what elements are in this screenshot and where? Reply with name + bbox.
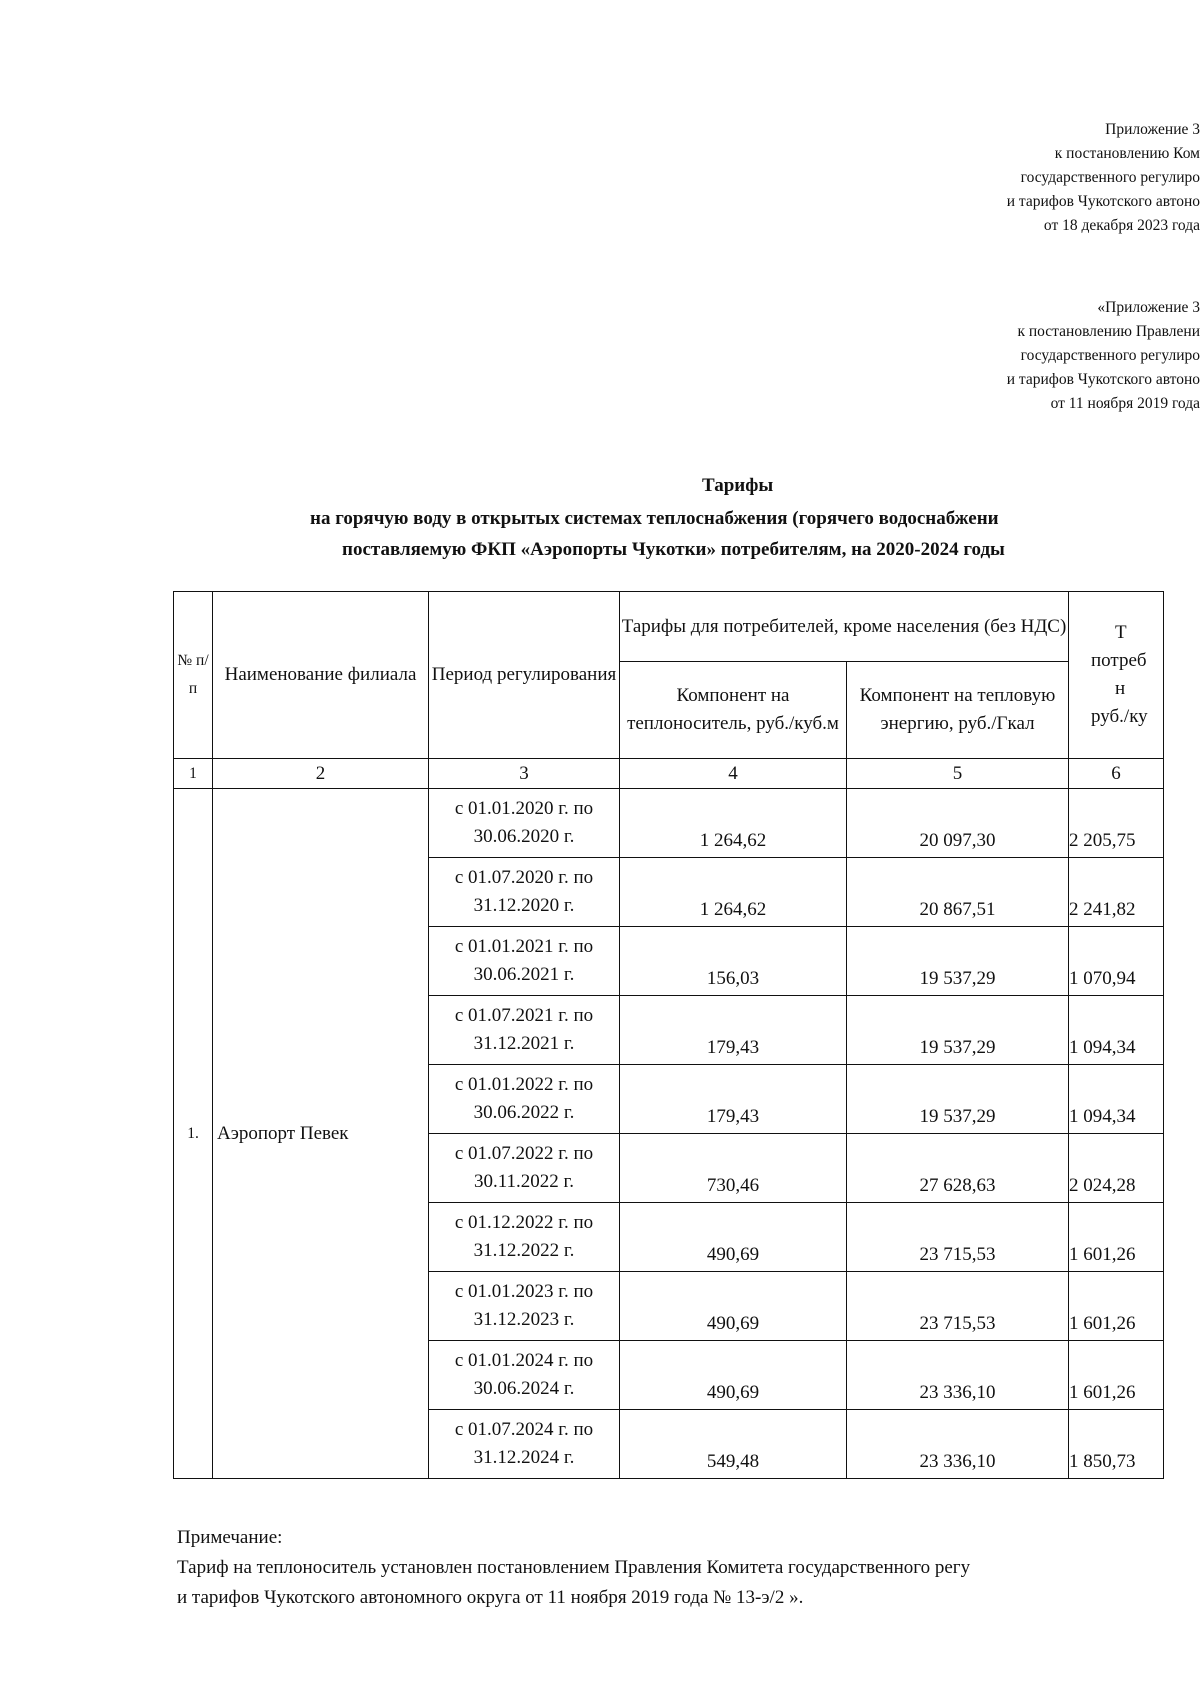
period-cell: с 01.07.2022 г. по 30.11.2022 г. [429, 1134, 620, 1203]
header-group-non-population: Тарифы для потребителей, кроме населения (без НДС) [620, 592, 1069, 662]
header-line: государственного регулиро [1020, 169, 1200, 186]
note-text-line1: Тариф на теплоноситель установлен постановлением Правления Комитета государственного регу [177, 1557, 971, 1578]
cut-value-cell: 1 070,94 [1069, 927, 1164, 996]
document-title: Тарифы [702, 475, 774, 496]
row-number: 1. [174, 789, 213, 1479]
coolant-cell: 156,03 [620, 927, 847, 996]
period-cell: с 01.01.2023 г. по 31.12.2023 г. [429, 1272, 620, 1341]
period-cell: с 01.01.2024 г. по 30.06.2024 г. [429, 1341, 620, 1410]
cut-value-cell: 2 241,82 [1069, 858, 1164, 927]
coolant-cell: 1 264,62 [620, 858, 847, 927]
header-line: и тарифов Чукотского автоно [1006, 193, 1200, 210]
header-cut-line: Т [1115, 622, 1127, 643]
header-line: и тарифов Чукотского автоно [1006, 371, 1200, 388]
period-cell: с 01.01.2022 г. по 30.06.2022 г. [429, 1065, 620, 1134]
header-number: № п/п [174, 592, 213, 759]
note-heading: Примечание: [177, 1527, 283, 1548]
document-subtitle-line1: на горячую воду в открытых системах теплоснабжения (горячего водоснабжени [310, 508, 999, 529]
header-period: Период регулирования [429, 592, 620, 759]
header-line: к постановлению Ком [1054, 145, 1200, 162]
header-line: «Приложение 3 [1097, 299, 1200, 316]
cut-value-cell: 1 601,26 [1069, 1203, 1164, 1272]
table-row [174, 789, 1164, 858]
energy-cell: 27 628,63 [847, 1134, 1069, 1203]
period-cell: с 01.07.2020 г. по 31.12.2020 г. [429, 858, 620, 927]
period-cell: с 01.01.2020 г. по 30.06.2020 г. [429, 789, 620, 858]
energy-cell: 19 537,29 [847, 927, 1069, 996]
column-number: 4 [620, 759, 847, 789]
header-coolant: Компонент на теплоноситель, руб./куб.м [620, 662, 847, 759]
header-cut-column [1069, 592, 1164, 759]
cut-value-cell: 2 205,75 [1069, 789, 1164, 858]
column-number: 5 [847, 759, 1069, 789]
column-number: 3 [429, 759, 620, 789]
header-line: от 18 декабря 2023 года [1043, 217, 1200, 234]
cut-value-cell: 1 094,34 [1069, 996, 1164, 1065]
coolant-cell: 490,69 [620, 1341, 847, 1410]
energy-cell: 23 715,53 [847, 1272, 1069, 1341]
column-number: 1 [174, 759, 213, 789]
column-number: 2 [213, 759, 429, 789]
header-line: Приложение 3 [1105, 121, 1200, 138]
appendix-header-current [900, 118, 1200, 238]
cut-value-cell: 2 024,28 [1069, 1134, 1164, 1203]
period-cell: с 01.07.2024 г. по 31.12.2024 г. [429, 1410, 620, 1479]
energy-cell: 20 867,51 [847, 858, 1069, 927]
column-number: 6 [1069, 759, 1164, 789]
coolant-cell: 179,43 [620, 996, 847, 1065]
period-cell: с 01.12.2022 г. по 31.12.2022 г. [429, 1203, 620, 1272]
coolant-cell: 179,43 [620, 1065, 847, 1134]
cut-value-cell: 1 601,26 [1069, 1341, 1164, 1410]
energy-cell: 23 715,53 [847, 1203, 1069, 1272]
coolant-cell: 1 264,62 [620, 789, 847, 858]
energy-cell: 19 537,29 [847, 996, 1069, 1065]
energy-cell: 19 537,29 [847, 1065, 1069, 1134]
appendix-header-previous [900, 296, 1200, 416]
header-line: государственного регулиро [1020, 347, 1200, 364]
coolant-cell: 549,48 [620, 1410, 847, 1479]
header-line: к постановлению Правлени [1017, 323, 1200, 340]
energy-cell: 23 336,10 [847, 1341, 1069, 1410]
coolant-cell: 490,69 [620, 1272, 847, 1341]
header-cut-line: н [1115, 678, 1126, 699]
note-text-line2: и тарифов Чукотского автономного округа от 11 ноября 2019 года № 13-э/2 ». [177, 1587, 804, 1608]
coolant-cell: 730,46 [620, 1134, 847, 1203]
coolant-cell: 490,69 [620, 1203, 847, 1272]
cut-value-cell: 1 850,73 [1069, 1410, 1164, 1479]
branch-name: Аэропорт Певек [213, 789, 429, 1479]
header-cut-line: потреб [1091, 650, 1147, 671]
document-subtitle-line2: поставляемую ФКП «Аэропорты Чукотки» потребителям, на 2020-2024 годы [342, 539, 1005, 560]
period-cell: с 01.07.2021 г. по 31.12.2021 г. [429, 996, 620, 1065]
cut-value-cell: 1 094,34 [1069, 1065, 1164, 1134]
energy-cell: 23 336,10 [847, 1410, 1069, 1479]
header-energy: Компонент на тепловую энергию, руб./Гкал [847, 662, 1069, 759]
tariffs-table [173, 591, 1164, 1479]
cut-value-cell: 1 601,26 [1069, 1272, 1164, 1341]
energy-cell: 20 097,30 [847, 789, 1069, 858]
header-cut-line: руб./ку [1091, 706, 1148, 727]
header-branch: Наименование филиала [213, 592, 429, 759]
header-line: от 11 ноября 2019 года [1050, 395, 1200, 412]
period-cell: с 01.01.2021 г. по 30.06.2021 г. [429, 927, 620, 996]
